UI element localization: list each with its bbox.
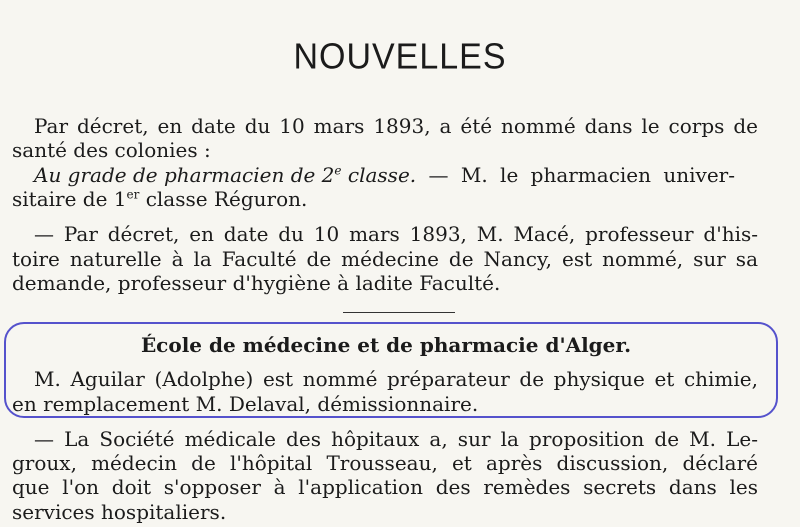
line4-superscript: er <box>126 187 140 202</box>
paragraph-2-line-1: — Par décret, en date du 10 mars 1893, M. Macé, professeur d'his- <box>34 222 758 246</box>
page-title: NOUVELLES <box>293 36 507 78</box>
paragraph-3-line-2: groux, médecin de l'hôpital Trousseau, et après discussion, déclaré <box>12 451 758 475</box>
grade-rest-text: — M. le pharmacien univer- <box>416 163 735 187</box>
paragraph-3-line-4: services hospitaliers. <box>12 500 227 524</box>
grade-superscript: e <box>334 163 342 178</box>
box-line-2: en remplacement M. Delaval, démissionnaire. <box>12 392 479 416</box>
paragraph-1-line-2: santé des colonies : <box>12 138 211 162</box>
paragraph-2-line-2: toire naturelle à la Faculté de médecine de Nancy, est nommé, sur sa <box>12 247 758 271</box>
grade-italic-end: classe. <box>341 163 417 187</box>
grade-italic-text: Au grade de pharmacien de 2 <box>34 163 335 187</box>
section-divider <box>343 312 455 313</box>
paragraph-2-line-3: demande, professeur d'hygiène à ladite Faculté. <box>12 271 501 295</box>
paragraph-1-line-4 <box>12 187 307 211</box>
line4-part-a: sitaire de 1 <box>12 187 127 211</box>
paragraph-3-line-3: que l'on doit s'opposer à l'application des remèdes secrets dans les <box>12 475 758 499</box>
paragraph-1-line-1: Par décret, en date du 10 mars 1893, a été nommé dans le corps de <box>34 114 758 138</box>
section-heading: École de médecine et de pharmacie d'Alger. <box>140 333 632 357</box>
box-line-1: M. Aguilar (Adolphe) est nommé préparateur de physique et chimie, <box>34 367 758 391</box>
paragraph-1-line-3 <box>34 163 758 187</box>
paragraph-3-line-1: — La Société médicale des hôpitaux a, sur la proposition de M. Le- <box>34 427 758 451</box>
line4-part-b: classe Réguron. <box>139 187 308 211</box>
